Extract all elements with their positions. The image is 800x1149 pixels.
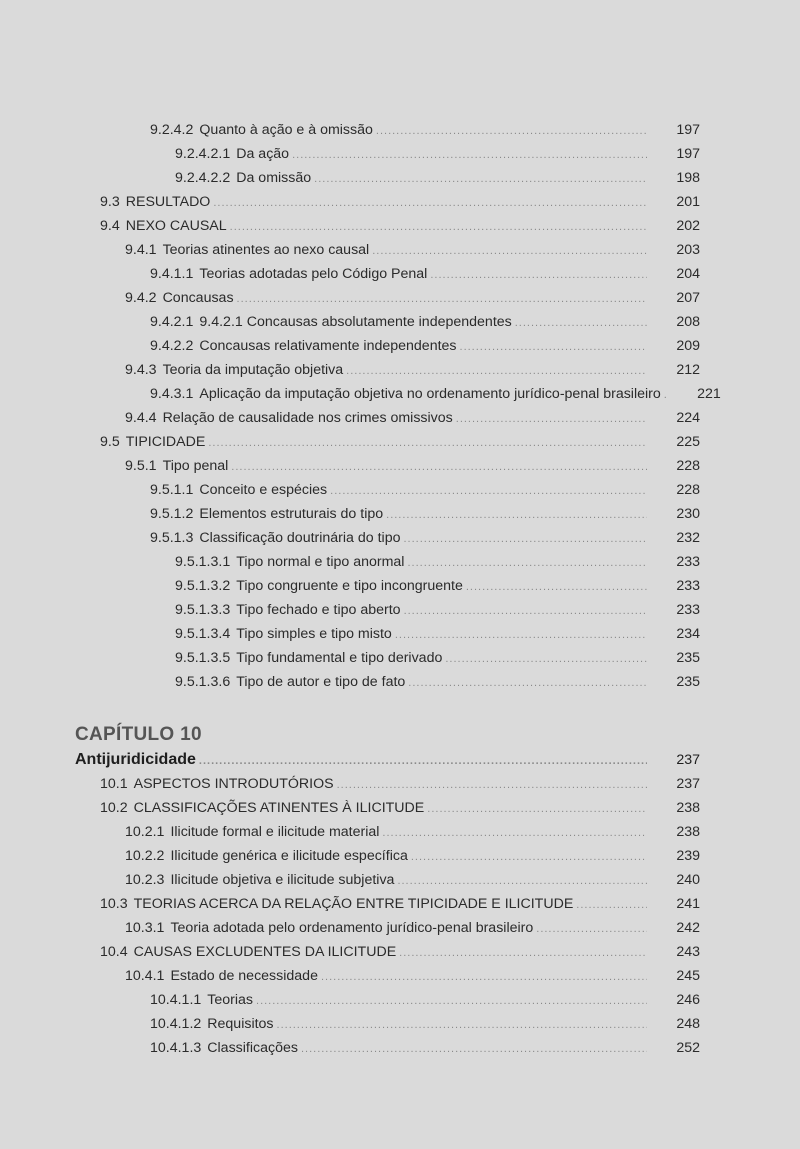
page-number: 245 xyxy=(676,968,700,984)
entry-label xyxy=(125,868,394,892)
entry-label xyxy=(150,382,661,406)
dot-leader xyxy=(292,143,647,167)
section-number: 9.5.1.1 xyxy=(150,482,194,498)
section-number: 9.4.2 xyxy=(125,290,157,306)
dot-leader xyxy=(277,1013,647,1037)
entry-label xyxy=(125,454,228,478)
toc-entry xyxy=(0,916,700,940)
page-number: 235 xyxy=(676,650,700,666)
section-title: Ilicitude genérica e ilicitude específica xyxy=(170,848,408,864)
toc-entry xyxy=(0,166,700,190)
dot-leader xyxy=(199,749,647,773)
section-title: Teoria adotada pelo ordenamento jurídico-penal brasileiro xyxy=(170,920,534,936)
entry-label xyxy=(175,646,442,670)
dot-leader xyxy=(404,527,648,551)
page-number: 252 xyxy=(676,1040,700,1056)
section-title: Teorias atinentes ao nexo causal xyxy=(162,242,370,258)
section-title: Tipo penal xyxy=(162,458,229,474)
dot-leader xyxy=(321,965,647,989)
section-title: Conceito e espécies xyxy=(199,482,328,498)
section-number: 10.4.1.1 xyxy=(150,992,202,1008)
section-number: 9.4.3 xyxy=(125,362,157,378)
chapter-label: CAPÍTULO 10 xyxy=(75,724,202,745)
entry-label xyxy=(150,262,427,286)
dot-leader xyxy=(411,845,647,869)
page-number: 235 xyxy=(676,674,700,690)
section-title: Quanto à ação e à omissão xyxy=(199,122,373,138)
toc-entry xyxy=(0,118,700,142)
section-title: Tipo fechado e tipo aberto xyxy=(236,602,401,618)
page-number: 228 xyxy=(676,482,700,498)
entry-label xyxy=(100,892,573,916)
section-title: TEORIAS ACERCA DA RELAÇÃO ENTRE TIPICIDADE E ILICITUDE xyxy=(133,896,574,912)
toc-entry xyxy=(0,262,700,286)
entry-label xyxy=(150,988,253,1012)
section-number: 10.4 xyxy=(100,944,128,960)
section-title: ASPECTOS INTRODUTÓRIOS xyxy=(133,776,334,792)
section-number: 9.2.4.2.2 xyxy=(175,170,231,186)
section-title: Teorias adotadas pelo Código Penal xyxy=(199,266,428,282)
section-title: RESULTADO xyxy=(125,194,211,210)
section-number: 9.2.4.2 xyxy=(150,122,194,138)
dot-leader xyxy=(395,623,647,647)
section-number: 10.4.1.2 xyxy=(150,1016,202,1032)
section-title: Concausas relativamente independentes xyxy=(199,338,457,354)
dot-leader xyxy=(576,893,647,917)
page-number: 240 xyxy=(676,872,700,888)
toc-entry xyxy=(0,622,700,646)
section-number: 9.5.1 xyxy=(125,458,157,474)
page-number: 202 xyxy=(676,218,700,234)
page-number: 241 xyxy=(676,896,700,912)
dot-leader xyxy=(460,335,647,359)
page-number: 238 xyxy=(676,824,700,840)
section-number: 9.5.1.3.3 xyxy=(175,602,231,618)
dot-leader xyxy=(397,869,647,893)
section-title: Ilicitude formal e ilicitude material xyxy=(170,824,380,840)
toc-entry xyxy=(0,892,700,916)
dot-leader xyxy=(301,1037,647,1061)
entry-label xyxy=(125,964,318,988)
section-title: Ilicitude objetiva e ilicitude subjetiva xyxy=(170,872,395,888)
entry-label xyxy=(150,1036,298,1060)
toc-entry xyxy=(0,670,700,694)
toc-entry xyxy=(0,772,700,796)
section-number: 10.2.2 xyxy=(125,848,165,864)
dot-leader xyxy=(515,311,647,335)
dot-leader xyxy=(430,263,647,287)
section-number: 10.2.1 xyxy=(125,824,165,840)
entry-label xyxy=(125,916,533,940)
section-title: 9.4.2.1 Concausas absolutamente independentes xyxy=(199,314,512,330)
section-title: Tipo fundamental e tipo derivado xyxy=(236,650,443,666)
section-number: 9.4.1 xyxy=(125,242,157,258)
page-number: 228 xyxy=(676,458,700,474)
section-title: TIPICIDADE xyxy=(125,434,206,450)
toc-entry xyxy=(0,382,721,406)
page-number: 225 xyxy=(676,434,700,450)
toc-entry xyxy=(0,574,700,598)
dot-leader xyxy=(376,119,647,143)
section-number: 9.3 xyxy=(100,194,120,210)
section-number: 10.2.3 xyxy=(125,872,165,888)
section-title: Classificação doutrinária do tipo xyxy=(199,530,401,546)
entry-label xyxy=(150,526,401,550)
toc-section-chapter-9 xyxy=(0,118,800,694)
dot-leader xyxy=(346,359,647,383)
dot-leader xyxy=(664,383,668,407)
section-title: Classificações xyxy=(207,1040,298,1056)
entry-label xyxy=(150,334,457,358)
dot-leader xyxy=(445,647,647,671)
entry-label xyxy=(175,574,463,598)
entry-label xyxy=(125,358,343,382)
toc-entry xyxy=(0,358,700,382)
page-number: 233 xyxy=(676,602,700,618)
toc-entry xyxy=(0,796,700,820)
section-number: 10.1 xyxy=(100,776,128,792)
section-number: 9.4.1.1 xyxy=(150,266,194,282)
page-number: 248 xyxy=(676,1016,700,1032)
chapter-title: Antijuridicidade xyxy=(75,751,196,768)
entry-label xyxy=(175,670,405,694)
toc-entry xyxy=(0,1036,700,1060)
dot-leader xyxy=(427,797,647,821)
entry-label xyxy=(150,118,373,142)
section-title: Relação de causalidade nos crimes omissivos xyxy=(162,410,453,426)
toc-entry xyxy=(0,430,700,454)
dot-leader xyxy=(386,503,647,527)
toc-entry xyxy=(0,454,700,478)
toc-entry xyxy=(0,820,700,844)
page-number: 208 xyxy=(676,314,700,330)
page-number: 224 xyxy=(676,410,700,426)
toc-entry xyxy=(0,238,700,262)
section-number: 9.5.1.2 xyxy=(150,506,194,522)
entry-label xyxy=(100,772,334,796)
section-number: 10.3 xyxy=(100,896,128,912)
dot-leader xyxy=(208,431,647,455)
section-title: Concausas xyxy=(162,290,234,306)
section-title: Tipo normal e tipo anormal xyxy=(236,554,405,570)
toc-entry xyxy=(0,598,700,622)
page-number: 203 xyxy=(676,242,700,258)
section-title: Da omissão xyxy=(236,170,312,186)
page-number: 198 xyxy=(676,170,700,186)
entry-label xyxy=(125,286,234,310)
toc-entry xyxy=(0,142,700,166)
dot-leader xyxy=(372,239,647,263)
page-number: 221 xyxy=(697,386,721,402)
section-title: Teorias xyxy=(207,992,254,1008)
entry-label xyxy=(100,430,205,454)
page-number: 242 xyxy=(676,920,700,936)
page-number: 204 xyxy=(676,266,700,282)
section-number: 9.5.1.3 xyxy=(150,530,194,546)
entry-label xyxy=(100,940,396,964)
page-number: 209 xyxy=(676,338,700,354)
page-number: 197 xyxy=(676,146,700,162)
dot-leader xyxy=(399,941,647,965)
toc-entry xyxy=(0,286,700,310)
dot-leader xyxy=(456,407,647,431)
entry-label xyxy=(175,142,289,166)
section-number: 9.5.1.3.6 xyxy=(175,674,231,690)
toc-entry xyxy=(0,526,700,550)
entry-label xyxy=(100,190,210,214)
toc-entry xyxy=(0,868,700,892)
entry-label xyxy=(150,478,327,502)
dot-leader xyxy=(237,287,647,311)
toc-entry xyxy=(0,334,700,358)
toc-section-chapter-10 xyxy=(0,748,800,1060)
section-number: 9.4.2.1 xyxy=(150,314,194,330)
entry-label xyxy=(100,796,424,820)
dot-leader xyxy=(230,215,647,239)
entry-label xyxy=(175,550,404,574)
dot-leader xyxy=(256,989,647,1013)
toc-entry xyxy=(0,1012,700,1036)
toc-entry xyxy=(0,646,700,670)
section-number: 10.4.1 xyxy=(125,968,165,984)
section-number: 9.4 xyxy=(100,218,120,234)
section-title: Requisitos xyxy=(207,1016,274,1032)
section-number: 9.5.1.3.5 xyxy=(175,650,231,666)
entry-label xyxy=(125,238,369,262)
entry-label xyxy=(125,844,408,868)
dot-leader xyxy=(314,167,647,191)
section-number: 9.4.2.2 xyxy=(150,338,194,354)
toc-entry xyxy=(0,550,700,574)
toc-entry xyxy=(0,940,700,964)
section-number: 9.4.4 xyxy=(125,410,157,426)
toc-entry xyxy=(0,844,700,868)
toc-entry xyxy=(0,310,700,334)
section-title: Tipo congruente e tipo incongruente xyxy=(236,578,463,594)
dot-leader xyxy=(404,599,647,623)
entry-label xyxy=(150,310,512,334)
page-number: 243 xyxy=(676,944,700,960)
entry-label xyxy=(125,406,453,430)
entry-label xyxy=(175,598,401,622)
section-title: CAUSAS EXCLUDENTES DA ILICITUDE xyxy=(133,944,397,960)
page-number: 234 xyxy=(676,626,700,642)
entry-label xyxy=(175,166,311,190)
page-number: 197 xyxy=(676,122,700,138)
page-number: 232 xyxy=(676,530,700,546)
section-title: CLASSIFICAÇÕES ATINENTES À ILICITUDE xyxy=(133,800,425,816)
section-number: 10.4.1.3 xyxy=(150,1040,202,1056)
entry-label xyxy=(150,502,383,526)
page-number: 233 xyxy=(676,554,700,570)
entry-label xyxy=(100,214,227,238)
dot-leader xyxy=(466,575,647,599)
toc-entry xyxy=(0,214,700,238)
section-title: Elementos estruturais do tipo xyxy=(199,506,384,522)
section-number: 10.2 xyxy=(100,800,128,816)
section-title: NEXO CAUSAL xyxy=(125,218,227,234)
page-number: 246 xyxy=(676,992,700,1008)
page-number: 239 xyxy=(676,848,700,864)
section-title: Da ação xyxy=(236,146,290,162)
dot-leader xyxy=(407,551,647,575)
toc-entry xyxy=(0,988,700,1012)
page-number: 230 xyxy=(676,506,700,522)
section-title: Estado de necessidade xyxy=(170,968,318,984)
section-title: Tipo simples e tipo misto xyxy=(236,626,392,642)
entry-label xyxy=(175,622,392,646)
dot-leader xyxy=(330,479,647,503)
page-number: 212 xyxy=(676,362,700,378)
dot-leader xyxy=(213,191,647,215)
section-number: 9.5.1.3.2 xyxy=(175,578,231,594)
dot-leader xyxy=(337,773,647,797)
section-number: 9.4.3.1 xyxy=(150,386,194,402)
toc-entry xyxy=(0,190,700,214)
page-number: 238 xyxy=(676,800,700,816)
dot-leader xyxy=(382,821,647,845)
page-number: 237 xyxy=(676,776,700,792)
section-number: 9.5.1.3.4 xyxy=(175,626,231,642)
section-title: Aplicação da imputação objetiva no ordenamento jurídico-penal brasileiro xyxy=(199,386,661,402)
section-number: 9.5.1.3.1 xyxy=(175,554,231,570)
entry-label xyxy=(125,820,379,844)
dot-leader xyxy=(231,455,647,479)
entry-label xyxy=(150,1012,274,1036)
page-number: 201 xyxy=(676,194,700,210)
section-title: Tipo de autor e tipo de fato xyxy=(236,674,406,690)
page-number: 233 xyxy=(676,578,700,594)
section-number: 10.3.1 xyxy=(125,920,165,936)
dot-leader xyxy=(408,671,647,695)
page-number: 207 xyxy=(676,290,700,306)
section-number: 9.5 xyxy=(100,434,120,450)
toc-entry xyxy=(0,964,700,988)
section-title: Teoria da imputação objetiva xyxy=(162,362,344,378)
dot-leader xyxy=(536,917,647,941)
page-number: 237 xyxy=(676,752,700,768)
chapter-title-row xyxy=(0,748,700,772)
toc-entry xyxy=(0,478,700,502)
section-number: 9.2.4.2.1 xyxy=(175,146,231,162)
toc-entry xyxy=(0,502,700,526)
toc-entry xyxy=(0,406,700,430)
